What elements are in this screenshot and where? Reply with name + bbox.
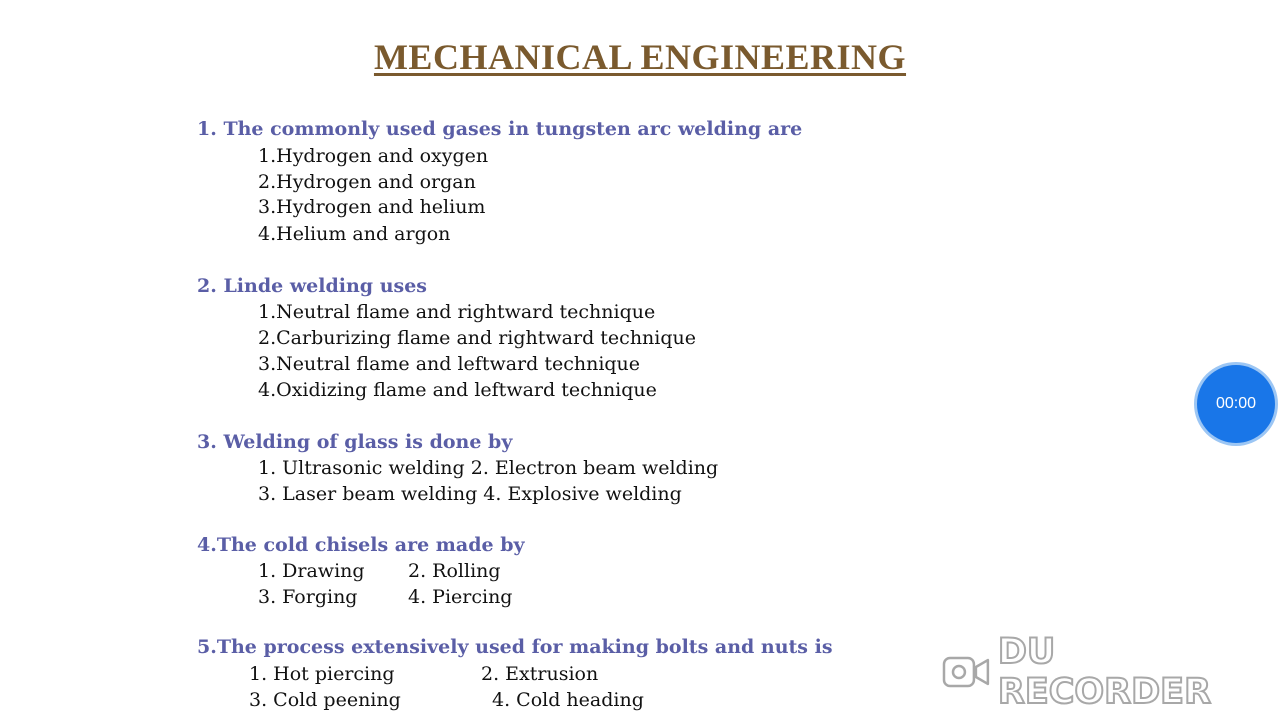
question-4-option-2: 2. Rolling: [408, 560, 501, 582]
camera-icon: [942, 655, 990, 689]
question-5: 5.The process extensively used for making bolts and nuts is: [197, 636, 833, 658]
recording-timer-text: 00:00: [1215, 395, 1257, 412]
question-1-option-4: 4.Helium and argon: [258, 223, 451, 245]
question-3: 3. Welding of glass is done by: [197, 431, 513, 453]
question-4-option-4: 4. Piercing: [408, 586, 513, 608]
question-3-options-line-2: 3. Laser beam welding 4. Explosive welding: [258, 483, 682, 505]
question-2-option-1: 1.Neutral flame and rightward technique: [258, 301, 656, 323]
question-5-option-3: 3. Cold peening: [249, 689, 401, 711]
question-4-option-3: 3. Forging: [258, 586, 358, 608]
watermark-text: DU RECORDER: [997, 632, 1212, 712]
page-title: MECHANICAL ENGINEERING: [373, 37, 907, 77]
question-1-option-3: 3.Hydrogen and helium: [258, 196, 486, 218]
question-5-option-4: 4. Cold heading: [492, 689, 644, 711]
recorder-watermark: [942, 632, 1280, 712]
question-1-option-2: 2.Hydrogen and organ: [258, 171, 476, 193]
question-4: 4.The cold chisels are made by: [197, 534, 525, 556]
question-5-option-2: 2. Extrusion: [481, 663, 599, 685]
question-5-option-1: 1. Hot piercing: [249, 663, 395, 685]
question-3-options-line-1: 1. Ultrasonic welding 2. Electron beam welding: [258, 457, 719, 479]
question-2-option-3: 3.Neutral flame and leftward technique: [258, 353, 641, 375]
question-2: 2. Linde welding uses: [197, 275, 428, 297]
question-1: 1. The commonly used gases in tungsten arc welding are: [197, 118, 803, 140]
question-1-option-1: 1.Hydrogen and oxygen: [258, 145, 489, 167]
recording-timer-button[interactable]: [1197, 365, 1275, 443]
question-2-option-2: 2.Carburizing flame and rightward technique: [258, 327, 697, 349]
question-2-option-4: 4.Oxidizing flame and leftward technique: [258, 379, 657, 401]
question-4-option-1: 1. Drawing: [258, 560, 365, 582]
